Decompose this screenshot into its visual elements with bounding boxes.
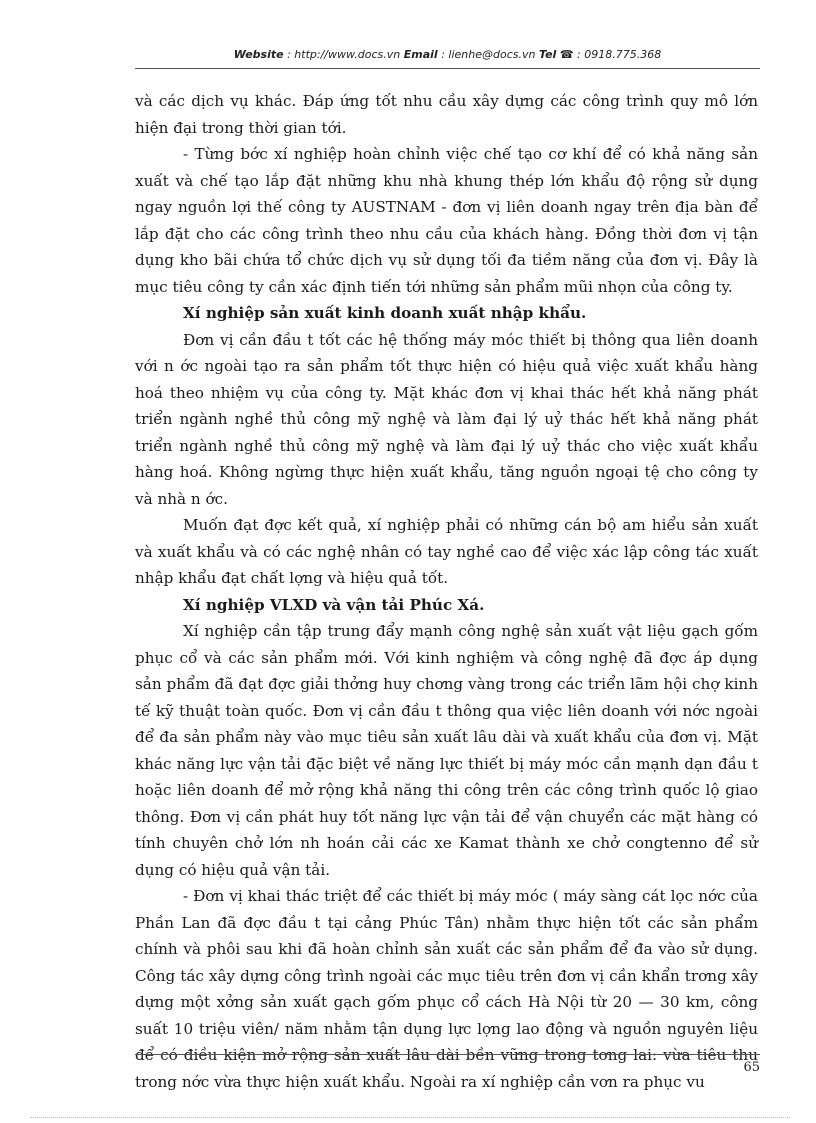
email-label: Email (403, 48, 438, 61)
footer-divider (135, 1054, 760, 1055)
page-number: 65 (743, 1060, 760, 1075)
paragraph-continuation: và các dịch vụ khác. Đáp ứng tốt nhu cầu xây dựng các công trình quy mô lớn hiện đại trong thời gian tới. (135, 92, 758, 137)
tel-label: Tel (538, 48, 557, 61)
document-body (135, 88, 758, 1095)
paragraph-equipment: - Đơn vị khai thác triệt để các thiết bị máy móc ( máy sàng cát lọc nớc của Phần Lan đã đợc đầu t tại cảng Phúc Tân) nhằm thực hiện tốt các sản phẩm chính và phôi sau khi đã hoàn chỉnh sản xuất các sản phẩm để đa vào sử dụng. Công tác xây dựng công trình ngoài các mục tiêu trên đơn vị cần khẩn trơng xây dựng một xởng sản xuất gạch gốm phục cổ cách Hà Nội từ 20 — 30 km, công suất 10 triệu viên/ năm nhằm tận dụng lực lợng lao động và nguồn nguyên liệu để có điều kiện mở rộng sản xuất lâu dài bền vững trong tơng lai: vừa tiêu thu trong nớc vừa thực hiện xuất khẩu. Ngoài ra xí nghiệp cần vơn ra phục vu (135, 887, 758, 1091)
website-value: : http://www.docs.vn (287, 48, 401, 61)
section-heading-import-export: Xí nghiệp sản xuất kinh doanh xuất nhập khẩu. (183, 304, 587, 322)
paragraph-mechanical: - Từng bớc xí nghiệp hoàn chỉnh việc chế tạo cơ khí để có khả năng sản xuất và chế tạo lắp đặt những khu nhà khung thép lớn khẩu độ rộng sử dụng ngay nguồn lợi thế công ty AUSTNAM - đơn vị liên doanh ngay trên địa bàn để lắp đặt cho các công trình theo nhu cầu của khách hàng. Đồng thời đơn vị tận dụng kho bãi chứa tổ chức dịch vụ sử dụng tối đa tiềm năng của đơn vị. Đây là mục tiêu công ty cần xác định tiến tới những sản phẩm mũi nhọn của công ty. (135, 145, 758, 296)
header-divider (135, 68, 760, 69)
paragraph-staff: Muốn đạt đợc kết quả, xí nghiệp phải có những cán bộ am hiểu sản xuất và xuất khẩu và có các nghệ nhân có tay nghề cao để việc xác lập công tác xuất nhập khẩu đạt chất lợng và hiệu quả tốt. (135, 516, 758, 587)
paragraph-ceramics: Xí nghiệp cần tập trung đẩy mạnh công nghệ sản xuất vật liệu gạch gốm phục cổ và các sản phẩm mới. Với kinh nghiệm và công nghệ đã đợc áp dụng sản phẩm đã đạt đợc giải thởng huy chơng vàng trong các triển lãm hội chợ kinh tế kỹ thuật toàn quốc. Đơn vị cần đầu t thông qua việc liên doanh với nớc ngoài để đa sản phẩm này vào mục tiêu sản xuất lâu dài và xuất khẩu của đơn vị. Mặt khác năng lực vận tải đặc biệt về năng lực thiết bị máy móc cần mạnh dạn đầu t hoặc liên doanh để mở rộng khả năng thi công trên các công trình quốc lộ giao thông. Đơn vị cần phát huy tốt năng lực vận tải để vận chuyển các mặt hàng có tính chuyên chở lớn nh hoán cải các xe Kamat thành xe chở congtenno để sử dụng có hiệu quả vận tải. (135, 622, 758, 879)
paragraph-investment: Đơn vị cần đầu t tốt các hệ thống máy móc thiết bị thông qua liên doanh với n ớc ngoài tạo ra sản phẩm tốt thực hiện có hiệu quả việc xuất khẩu hàng hoá theo nhiệm vụ của công ty. Mặt khác đơn vị khai thác hết khả năng phát triển ngành nghề thủ công mỹ nghệ và làm đại lý uỷ thác hết khả năng phát triển ngành nghề thủ công mỹ nghệ và làm đại lý uỷ thác cho việc xuất khẩu hàng hoá. Không ngừng thực hiện xuất khẩu, tăng nguồn ngoại tệ cho công ty và nhà n ớc. (135, 330, 758, 508)
page-header (135, 48, 760, 61)
tel-value: ☎ : 0918.775.368 (559, 48, 662, 61)
email-value: : lienhe@docs.vn (441, 48, 536, 61)
page-bottom-dotted-edge (30, 1117, 790, 1118)
section-heading-vlxd: Xí nghiệp VLXD và vận tải Phúc Xá. (183, 595, 485, 614)
website-label: Website (233, 48, 284, 61)
